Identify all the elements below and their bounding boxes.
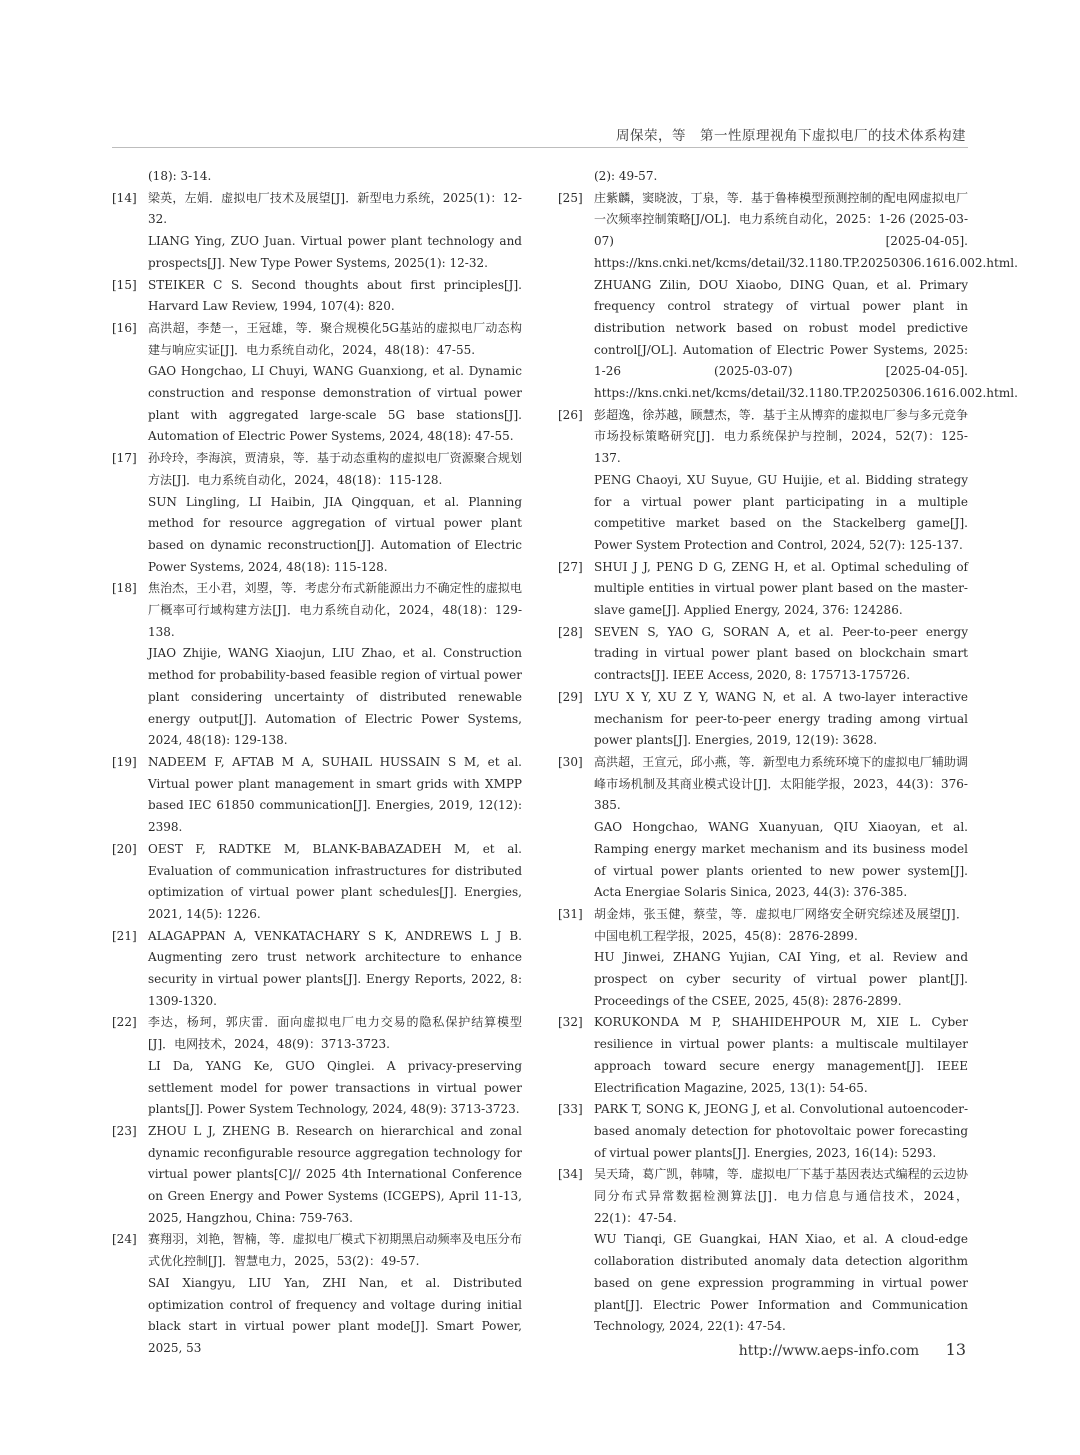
reference-entry [112, 188, 522, 275]
reference-number: [27] [558, 559, 583, 574]
reference-text: 孙玲玲，李海滨，贾清泉，等．基于动态重构的虚拟电厂资源聚合规划方法[J]．电力系统自动化，2024，48(18)：115-128. [148, 451, 522, 487]
reference-body [594, 752, 968, 904]
reference-entry [558, 687, 968, 752]
reference-text: 焦治杰，王小君，刘曌，等．考虑分布式新能源出力不确定性的虚拟电厂概率可行域构建方法[J]．电力系统自动化，2024，48(18)：129-138. [148, 581, 522, 639]
right-reference-list [558, 188, 1018, 1338]
reference-text: 李达，杨珂，郭庆雷．面向虚拟电厂电力交易的隐私保护结算模型[J]．电网技术，2024，48(9)：3713-3723. [148, 1015, 522, 1052]
reference-body [594, 622, 968, 687]
journal-url[interactable]: http://www.aeps-info.com [738, 1343, 920, 1359]
reference-number: [34] [558, 1167, 583, 1182]
reference-text: STEIKER C S. Second thoughts about first principles[J]. Harvard Law Review, 1994, 107(4): 820. [148, 277, 522, 314]
left-column [112, 166, 522, 1360]
reference-body [148, 1229, 522, 1359]
reference-body [148, 926, 522, 1013]
reference-entry [558, 1012, 968, 1099]
header-rule [112, 147, 968, 148]
reference-text: LIANG Ying, ZUO Juan. Virtual power plant technology and prospects[J]. New Type Power Systems, 2025(1): 12-32. [148, 234, 522, 270]
reference-number: [17] [112, 451, 137, 466]
reference-body [594, 188, 1018, 405]
reference-entry [558, 405, 968, 557]
running-header: 周保荣，等 第一性原理视角下虚拟电厂的技术体系构建 [616, 128, 966, 144]
page-number: 13 [945, 1340, 966, 1359]
reference-number: [16] [112, 320, 137, 335]
reference-entry [558, 622, 968, 687]
reference-number: [30] [558, 754, 583, 769]
reference-text: HU Jinwei, ZHANG Yujian, CAI Ying, et al. Review and prospect on cyber security of virtual power plant[J]. Proceedings of the CSEE, 2025, 45(8): 2876-2899. [594, 950, 968, 1008]
right-column-continuation [558, 166, 968, 188]
reference-number: [20] [112, 841, 137, 856]
reference-body [594, 1099, 968, 1164]
reference-text: SEVEN S, YAO G, SORAN A, et al. Peer-to-peer energy trading in virtual power plant based on blockchain smart contracts[J]. IEEE Access, 2020, 8: 175713-175726. [594, 624, 968, 683]
reference-number: [33] [558, 1102, 583, 1117]
reference-number: [22] [112, 1015, 137, 1030]
reference-body [594, 557, 968, 622]
reference-body [148, 752, 522, 839]
reference-text: JIAO Zhijie, WANG Xiaojun, LIU Zhao, et al. Construction method for probability-based feasible region of virtual power plant considering uncertainty of distributed renewable energy output[J]. Automation of Electric Power Systems, 2024, 48(18): 129-138. [148, 646, 522, 748]
reference-entry [112, 752, 522, 839]
reference-body [148, 839, 522, 926]
reference-entry [112, 1121, 522, 1230]
reference-body [594, 687, 968, 752]
reference-body [594, 1012, 968, 1099]
reference-entry [112, 578, 522, 752]
right-column [558, 166, 1018, 1338]
reference-text: SHUI J J, PENG D G, ZENG H, et al. Optimal scheduling of multiple entities in virtual power plant based on the master-slave game[J]. Applied Energy, 2024, 376: 124286. [594, 559, 968, 618]
reference-body [594, 405, 968, 557]
reference-text: ZHOU L J, ZHENG B. Research on hierarchical and zonal dynamic reconfigurable resource aggregation technology for virtual power plants[C]// 2025 4th International Conference on Green Energy and Power Systems (ICGEPS), April 11-13, 2025, Hangzhou, China: 759-763. [148, 1123, 522, 1225]
reference-entry [112, 318, 522, 448]
continued-text: (18): 3-14. [148, 169, 212, 183]
reference-text: SUN Lingling, LI Haibin, JIA Qingquan, et al. Planning method for resource aggregation of virtual power plant based on dynamic reconstruction[J]. Automation of Electric Power Systems, 2024, 48(18): 115-128. [148, 494, 522, 574]
reference-text: 吴天琦，葛广凯，韩啸，等．虚拟电厂下基于基因表达式编程的云边协同分布式异常数据检测算法[J]．电力信息与通信技术，2024，22(1)：47-54. [594, 1167, 968, 1225]
reference-body [148, 448, 522, 578]
reference-number: [29] [558, 689, 583, 704]
reference-number: [26] [558, 407, 583, 422]
reference-number: [31] [558, 906, 583, 921]
reference-text: 赛翔羽，刘艳，智楠，等．虚拟电厂模式下初期黑启动频率及电压分布式优化控制[J]．智慧电力，2025，53(2)：49-57. [148, 1232, 522, 1269]
reference-entry [112, 1012, 522, 1121]
reference-entry [558, 557, 968, 622]
reference-entry [558, 1164, 968, 1338]
left-reference-list [112, 188, 522, 1360]
reference-text: SAI Xiangyu, LIU Yan, ZHI Nan, et al. Distributed optimization control of frequency and voltage during initial black start in virtual power plant mode[J]. Smart Power, 2025, 53 [148, 1275, 522, 1355]
reference-body [148, 1121, 522, 1230]
reference-body [148, 275, 522, 318]
reference-text: 高洪超，王宣元，邱小燕，等．新型电力系统环境下的虚拟电厂辅助调峰市场机制及其商业模式设计[J]．太阳能学报，2023，44(3)：376-385. [594, 754, 968, 813]
reference-number: [14] [112, 190, 137, 205]
reference-text: LYU X Y, XU Z Y, WANG N, et al. A two-layer interactive mechanism for peer-to-peer energy trading among virtual power plants[J]. Energies, 2019, 12(19): 3628. [594, 689, 968, 748]
reference-body [148, 318, 522, 448]
reference-entry [112, 448, 522, 578]
reference-number: [24] [112, 1232, 137, 1247]
reference-text: OEST F, RADTKE M, BLANK-BABAZADEH M, et al. Evaluation of communication infrastructures for distributed optimization of virtual power plant schedules[J]. Energies, 2021, 14(5): 1226. [148, 841, 522, 921]
reference-text: LI Da, YANG Ke, GUO Qinglei. A privacy-preserving settlement model for power transactions in virtual power plants[J]. Power System Technology, 2024, 48(9): 3713-3723. [148, 1058, 522, 1117]
reference-number: [18] [112, 581, 137, 596]
left-column-continuation [112, 166, 522, 188]
continued-text: (2): 49-57. [594, 169, 658, 183]
reference-number: [32] [558, 1015, 583, 1030]
reference-text: 胡金炜，张玉健，蔡莹，等．虚拟电厂网络安全研究综述及展望[J]．中国电机工程学报，2025，45(8)：2876-2899. [594, 906, 968, 943]
reference-text: GAO Hongchao, LI Chuyi, WANG Guanxiong, et al. Dynamic construction and response demonstration of virtual power plant with aggregated large-scale 5G base stations[J]. Automation of Electric Power Systems, 2024, 48(18): 47-55. [148, 364, 522, 444]
reference-body [594, 904, 968, 1013]
reference-number: [25] [558, 190, 583, 205]
reference-body [594, 1164, 968, 1338]
reference-text: WU Tianqi, GE Guangkai, HAN Xiao, et al. A cloud-edge collaboration distributed anomaly data detection algorithm based on gene expression programming in virtual power plant[J]. Electric Power Information and Communication Technology, 2024, 22(1): 47-54. [594, 1232, 968, 1334]
reference-entry [558, 188, 1018, 405]
reference-text: GAO Hongchao, WANG Xuanyuan, QIU Xiaoyan, et al. Ramping energy market mechanism and its business model of virtual power plants oriented to new power system[J]. Acta Energiae Solaris Sinica, 2023, 44(3): 376-385. [594, 820, 968, 900]
reference-entry [558, 904, 968, 1013]
reference-text: ALAGAPPAN A, VENKATACHARY S K, ANDREWS L J B. Augmenting zero trust network architecture to enhance security in virtual power plants[J]. Energy Reports, 2022, 8: 1309-1320. [148, 928, 522, 1008]
reference-number: [28] [558, 624, 583, 639]
reference-text: KORUKONDA M P, SHAHIDEHPOUR M, XIE L. Cyber resilience in virtual power plants: a multiscale multilayer approach toward secure energy management[J]. IEEE Electrification Magazine, 2025, 13(1): 54-65. [594, 1015, 968, 1095]
page-footer [739, 1340, 966, 1359]
reference-text: 彭超逸，徐苏越，顾慧杰，等．基于主从博弈的虚拟电厂参与多元竞争市场投标策略研究[J]．电力系统保护与控制，2024，52(7)：125-137. [594, 407, 968, 466]
reference-entry [112, 275, 522, 318]
reference-body [148, 578, 522, 752]
reference-number: [19] [112, 754, 137, 769]
reference-entry [112, 839, 522, 926]
reference-number: [15] [112, 277, 137, 292]
reference-entry [112, 1229, 522, 1359]
reference-entry [558, 752, 968, 904]
reference-text: ZHUANG Zilin, DOU Xiaobo, DING Quan, et al. Primary frequency control strategy of virtual power plant in distribution network based on robust model predictive control[J/OL]. Automation of Electric Power Systems, 2025: 1-26 (2025-03-07) [2025-04-05]. https://kns.cnki.net/kcms/detail/32.1180.TP.20250306.1616.002.html. [594, 277, 1018, 401]
reference-number: [21] [112, 928, 137, 943]
reference-entry [558, 1099, 968, 1164]
reference-text: 庄紫麟，窦晓波，丁泉，等．基于鲁棒模型预测控制的配电网虚拟电厂一次频率控制策略[J/OL]．电力系统自动化，2025：1-26 (2025-03-07) [2025-04-05]. https://kns.cnki.net/kcms/detail/32.1180.TP.20250306.1616.002.html. [594, 190, 1018, 270]
reference-text: 梁英，左娟．虚拟电厂技术及展望[J]．新型电力系统，2025(1)：12-32. [148, 190, 522, 227]
reference-text: NADEEM F, AFTAB M A, SUHAIL HUSSAIN S M, et al. Virtual power plant management in smart grids with XMPP based IEC 61850 communication[J]. Energies, 2019, 12(12): 2398. [148, 754, 522, 835]
reference-body [148, 188, 522, 275]
reference-entry [112, 926, 522, 1013]
reference-text: PARK T, SONG K, JEONG J, et al. Convolutional autoencoder-based anomaly detection for photovoltaic power forecasting of virtual power plants[J]. Energies, 2023, 16(14): 5293. [594, 1102, 968, 1160]
reference-body [148, 1012, 522, 1121]
reference-text: PENG Chaoyi, XU Suyue, GU Huijie, et al. Bidding strategy for a virtual power plant participating in a multiple competitive market based on the Stackelberg game[J]. Power System Protection and Control, 2024, 52(7): 125-137. [594, 472, 968, 552]
reference-text: 高洪超，李楚一，王冠雄，等．聚合规模化5G基站的虚拟电厂动态构建与响应实证[J]．电力系统自动化，2024，48(18)：47-55. [148, 320, 522, 357]
reference-number: [23] [112, 1123, 137, 1138]
